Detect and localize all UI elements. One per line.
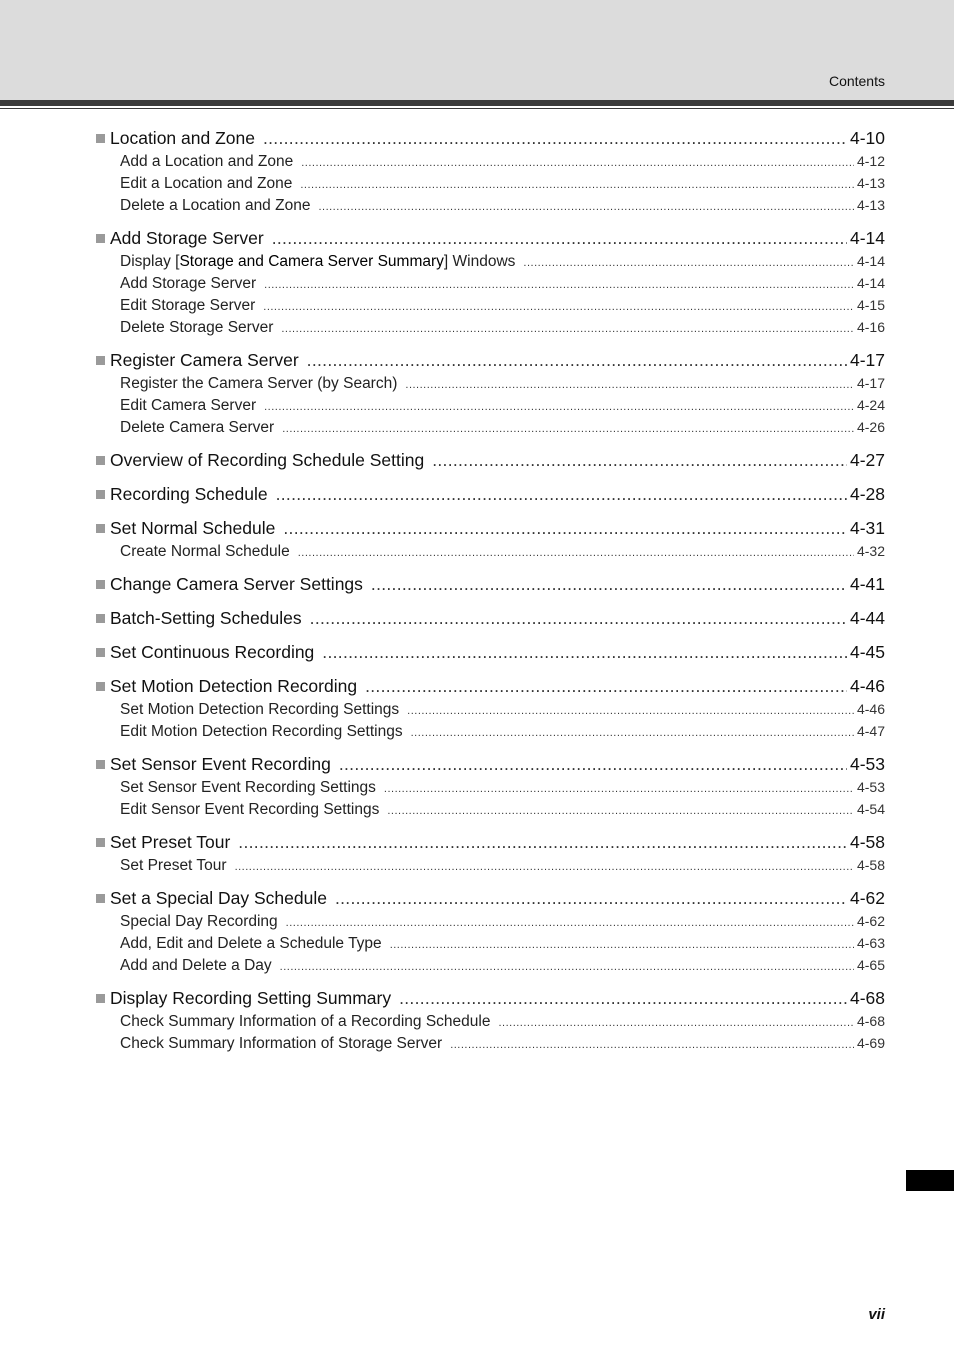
toc-entry-title: Overview of Recording Schedule Setting [110,450,425,470]
toc-section [96,448,885,472]
toc-sub-entry-text: Edit Motion Detection Recording Settings [120,723,403,740]
dot-leader [318,196,854,218]
toc-sub-entry-title [120,395,256,417]
toc-sub-entry-text: Create Normal Schedule [120,543,290,560]
toc-page-number: 4-16 [856,319,885,335]
toc-page-number: 4-17 [849,350,885,370]
toc-page-number: 4-14 [856,253,885,269]
square-bullet-icon [96,682,105,691]
toc-main-entry[interactable] [96,448,885,472]
toc-sub-entry-title [120,541,290,563]
dot-leader [390,934,854,956]
toc-sub-entry[interactable] [96,194,885,216]
toc-sub-entry[interactable] [96,394,885,416]
header-rule-thin [0,108,954,109]
toc-sub-entry-text: Edit a Location and Zone [120,175,293,192]
toc-sub-entry-title [120,933,382,955]
toc-sub-entry[interactable] [96,272,885,294]
square-bullet-icon [96,894,105,903]
toc-page-number: 4-65 [856,957,885,973]
toc-sub-entry-title [120,273,256,295]
toc-sub-entry-text: Set Sensor Event Recording Settings [120,779,376,796]
toc-sub-entry-text: Check Summary Information of Storage Server [120,1035,443,1052]
square-bullet-icon [96,838,105,847]
dot-leader [280,956,854,978]
square-bullet-icon [96,356,105,365]
toc-main-entry[interactable] [96,886,885,910]
toc-sub-entry-title [120,151,293,173]
toc-sub-entry-text: Delete a Location and Zone [120,197,311,214]
toc-sub-entry[interactable] [96,150,885,172]
toc-section [96,886,885,976]
table-of-contents [96,126,885,1064]
toc-page-number: 4-53 [849,754,885,774]
toc-sub-entry-title [120,295,255,317]
toc-section [96,482,885,506]
toc-sub-entry[interactable] [96,1010,885,1032]
toc-page-number: 4-68 [856,1013,885,1029]
dot-leader [399,986,847,1010]
toc-page-number: 4-14 [849,228,885,248]
toc-page-number: 4-69 [856,1035,885,1051]
toc-sub-entry[interactable] [96,172,885,194]
dot-leader [300,174,854,196]
toc-page-number: 4-17 [856,375,885,391]
dot-leader [498,1012,854,1034]
toc-page-number: 4-54 [856,801,885,817]
toc-entry-title: Batch-Setting Schedules [110,608,302,628]
square-bullet-icon [96,994,105,1003]
toc-sub-entry[interactable] [96,1032,885,1054]
dot-leader [238,830,847,854]
toc-main-entry[interactable] [96,226,885,250]
square-bullet-icon [96,648,105,657]
toc-page-number: 4-47 [856,723,885,739]
toc-sub-entry-title [120,721,403,743]
toc-main-entry[interactable] [96,640,885,664]
toc-sub-entry-text: Delete Camera Server [120,419,275,436]
toc-sub-entry-text: Register the Camera Server (by Search) [120,375,398,392]
dot-leader [272,226,847,250]
toc-section [96,986,885,1054]
dot-leader [339,752,847,776]
toc-page-number: 4-26 [856,419,885,435]
toc-section [96,606,885,630]
toc-sub-entry-text: Display [ [120,253,180,270]
toc-sub-entry-title [120,251,515,273]
toc-page-number: 4-58 [856,857,885,873]
toc-sub-entry-text: Delete Storage Server [120,319,274,336]
dot-leader [411,722,854,744]
toc-sub-entry-title [120,777,376,799]
toc-sub-entry-title [120,799,379,821]
toc-sub-entry[interactable] [96,954,885,976]
toc-entry-title: Set Normal Schedule [110,518,276,538]
toc-section [96,640,885,664]
toc-page-number: 4-53 [856,779,885,795]
toc-sub-entry-title [120,373,397,395]
dot-leader [286,912,854,934]
dot-leader [281,318,854,340]
toc-sub-entry-title [120,1033,442,1055]
toc-page-number: 4-27 [849,450,885,470]
header-rule-thick [0,100,954,106]
chapter-tab-marker [906,1170,954,1191]
dot-leader [384,778,854,800]
square-bullet-icon [96,760,105,769]
toc-page-number: 4-32 [856,543,885,559]
toc-page-number: 4-46 [849,676,885,696]
toc-sub-entry[interactable] [96,720,885,742]
toc-sub-entry[interactable] [96,416,885,438]
square-bullet-icon [96,490,105,499]
toc-page-number: 4-62 [856,913,885,929]
square-bullet-icon [96,580,105,589]
dot-leader [307,348,847,372]
toc-sub-entry[interactable] [96,798,885,820]
toc-sub-entry-title [120,855,227,877]
dot-leader [407,700,854,722]
toc-section [96,572,885,596]
toc-page-number: 4-15 [856,297,885,313]
dot-leader [264,274,854,296]
toc-entry-title: Set a Special Day Schedule [110,888,327,908]
toc-main-entry[interactable] [96,482,885,506]
toc-main-entry[interactable] [96,516,885,540]
toc-entry-title: Set Motion Detection Recording [110,676,358,696]
dot-leader [264,396,854,418]
toc-page-number: 4-14 [856,275,885,291]
toc-sub-entry[interactable] [96,316,885,338]
toc-main-entry[interactable] [96,606,885,630]
toc-page-number: 4-12 [856,153,885,169]
dot-leader [263,126,847,150]
toc-page-number: 4-68 [849,988,885,1008]
toc-sub-entry-title [120,195,310,217]
toc-page-number: 4-46 [856,701,885,717]
toc-main-entry[interactable] [96,126,885,150]
square-bullet-icon [96,234,105,243]
toc-section [96,752,885,820]
square-bullet-icon [96,524,105,533]
dot-leader [335,886,847,910]
dot-leader [301,152,854,174]
toc-page-number: 4-62 [849,888,885,908]
square-bullet-icon [96,134,105,143]
toc-sub-entry-text: Special Day Recording [120,913,278,930]
toc-page-number: 4-45 [849,642,885,662]
toc-sub-entry-text: Add a Location and Zone [120,153,294,170]
dot-leader [276,482,847,506]
square-bullet-icon [96,456,105,465]
dot-leader [298,542,854,564]
dot-leader [371,572,847,596]
toc-sub-entry-text: Edit Camera Server [120,397,257,414]
toc-section [96,516,885,562]
toc-page-number: 4-63 [856,935,885,951]
toc-sub-entry[interactable] [96,250,885,272]
toc-entry-title: Location and Zone [110,128,255,148]
toc-entry-title: Change Camera Server Settings [110,574,363,594]
toc-sub-entry-title [120,317,273,339]
dot-leader [387,800,854,822]
dot-leader [310,606,847,630]
toc-sub-entry-text: Add Storage Server [120,275,257,292]
dot-leader [432,448,847,472]
dot-leader [283,516,847,540]
toc-sub-entry-text: Edit Sensor Event Recording Settings [120,801,380,818]
toc-entry-title: Add Storage Server [110,228,264,248]
toc-section [96,348,885,438]
toc-entry-title: Display Recording Setting Summary [110,988,392,1008]
header-band [0,0,954,100]
toc-page-number: 4-31 [849,518,885,538]
toc-sub-entry[interactable] [96,854,885,876]
toc-sub-entry-title [120,699,399,721]
toc-page-number: 4-44 [849,608,885,628]
toc-main-entry[interactable] [96,674,885,698]
toc-entry-title: Set Continuous Recording [110,642,315,662]
toc-page-number: 4-13 [856,197,885,213]
toc-page-number: 4-10 [849,128,885,148]
toc-page-number: 4-58 [849,832,885,852]
toc-entry-title: Recording Schedule [110,484,268,504]
dot-leader [523,252,854,274]
toc-section [96,226,885,338]
toc-sub-entry-text: Add and Delete a Day [120,957,272,974]
toc-section [96,126,885,216]
toc-main-entry[interactable] [96,348,885,372]
toc-sub-entry[interactable] [96,540,885,562]
toc-sub-entry[interactable] [96,294,885,316]
toc-sub-entry-text: Check Summary Information of a Recording Schedule [120,1013,491,1030]
toc-sub-entry-text: Edit Storage Server [120,297,256,314]
dot-leader [450,1034,854,1056]
toc-page-number: 4-13 [856,175,885,191]
toc-sub-entry[interactable] [96,372,885,394]
dot-leader [322,640,847,664]
toc-entry-title: Register Camera Server [110,350,299,370]
toc-page-number: 4-28 [849,484,885,504]
toc-sub-entry[interactable] [96,932,885,954]
toc-entry-title: Set Sensor Event Recording [110,754,331,774]
toc-section [96,830,885,876]
toc-sub-entry-title [120,173,292,195]
toc-sub-entry-title [120,1011,490,1033]
page-number: vii [868,1306,885,1323]
dot-leader [235,856,854,878]
toc-sub-entry[interactable] [96,910,885,932]
toc-sub-entry[interactable] [96,776,885,798]
toc-section [96,674,885,742]
dot-leader [263,296,854,318]
toc-main-entry[interactable] [96,572,885,596]
toc-main-entry[interactable] [96,986,885,1010]
toc-page-number: 4-41 [849,574,885,594]
toc-sub-entry-text: Set Preset Tour [120,857,227,874]
toc-sub-entry-text: Set Motion Detection Recording Settings [120,701,400,718]
toc-sub-entry-window-name: Storage and Camera Server Summary [179,253,444,270]
toc-main-entry[interactable] [96,830,885,854]
dot-leader [405,374,854,396]
dot-leader [365,674,847,698]
toc-sub-entry[interactable] [96,698,885,720]
toc-entry-title: Set Preset Tour [110,832,231,852]
header-title: Contents [828,73,885,89]
toc-sub-entry-title [120,911,278,933]
square-bullet-icon [96,614,105,623]
toc-page-number: 4-24 [856,397,885,413]
dot-leader [282,418,854,440]
toc-main-entry[interactable] [96,752,885,776]
toc-sub-entry-text: Add, Edit and Delete a Schedule Type [120,935,382,952]
toc-sub-entry-title [120,417,274,439]
toc-sub-entry-text: ] Windows [443,253,516,270]
toc-sub-entry-title [120,955,272,977]
